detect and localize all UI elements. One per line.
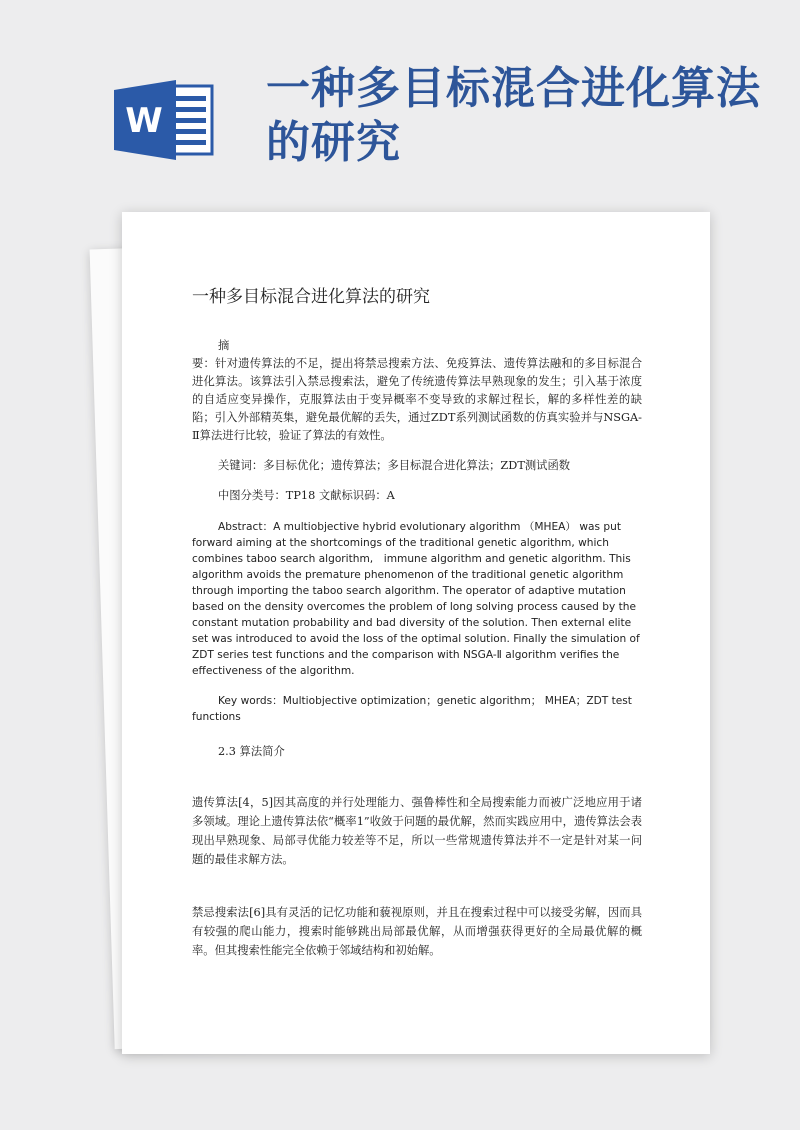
classification-code: 中图分类号：TP18 文献标识码：A	[218, 489, 395, 502]
abstract-english: Abstract：A multiobjective hybrid evolutionary algorithm （MHEA） was put forward aiming at the shortcomings of the traditional genetic algorithm, which combines taboo search algorithm, immune algorithm and genetic algorithm. This algorithm avoids the premature phenomenon of the traditional genetic algorithm through importing the taboo search algorithm. The operator of adaptive mutation based on the density overcomes the problem of long solving process caused by the constant mutation probability and bad diversity of the solution. Then external elite set was introduced to avoid the loss of the optimal solution. Finally the simulation of ZDT series test functions and the comparison with NSGA-Ⅱ algorithm verifies the effectiveness of the algorithm.	[192, 521, 640, 677]
paragraph-taboo-search: 禁忌搜索法[6]具有灵活的记忆功能和藐视原则，并且在搜索过程中可以接受劣解，因而具有较强的爬山能力，搜索时能够跳出局部最优解，从而增强获得更好的全局最优解的概率。但其搜索性能完全依赖于邻域结构和初始解。	[192, 906, 642, 957]
abstract-chinese: 要：针对遗传算法的不足，提出将禁忌搜索方法、免疫算法、遗传算法融和的多目标混合进化算法。该算法引入禁忌搜索法，避免了传统遗传算法早熟现象的发生；引入基于浓度的自适应变异操作，克服算法由于变异概率不变导致的求解过程长，解的多样性差的缺陷；引入外部精英集，避免最优解的丢失，通过ZDT系列测试函数的仿真实验并与NSGA-Ⅱ算法进行比较，验证了算法的有效性。	[192, 357, 642, 442]
svg-text:W: W	[125, 101, 163, 141]
banner-title: 一种多目标混合进化算法的研究	[266, 63, 761, 168]
document-title: 一种多目标混合进化算法的研究	[192, 287, 430, 307]
abstract-label: 摘	[218, 339, 230, 352]
keywords-chinese: 关键词：多目标优化；遗传算法；多目标混合进化算法；ZDT测试函数	[218, 459, 571, 472]
word-document-icon	[114, 80, 218, 160]
section-heading: 2.3 算法简介	[218, 745, 285, 758]
paragraph-genetic-algorithm: 遗传算法[4，5]因其高度的并行处理能力、强鲁棒性和全局搜索能力而被广泛地应用于诸多领域。理论上遗传算法依“概率1”收敛于问题的最优解，然而实践应用中，遗传算法会表现出早熟现象、局部寻优能力较差等不足，所以一些常规遗传算法并不一定是针对某一问题的最佳求解方法。	[192, 796, 642, 866]
document-content	[192, 282, 642, 960]
document-page	[122, 212, 710, 1054]
keywords-english: Key words：Multiobjective optimization；genetic algorithm； MHEA；ZDT test functions	[192, 695, 632, 723]
